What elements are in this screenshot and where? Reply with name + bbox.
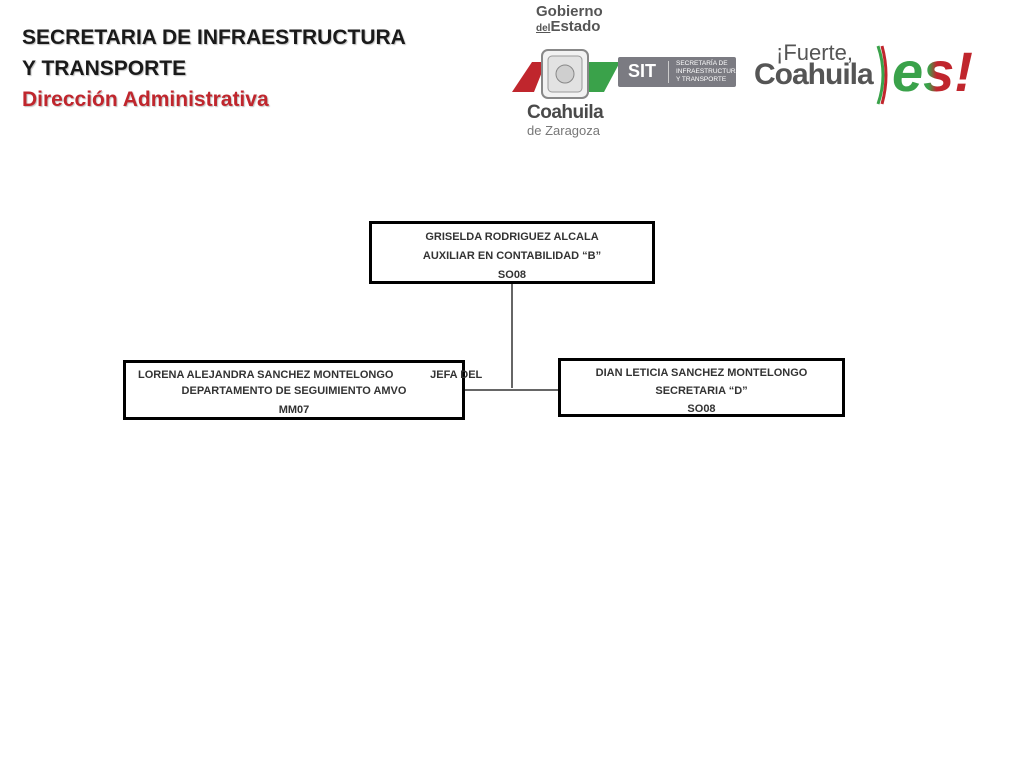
node-code: SO08 <box>687 403 716 415</box>
gobierno-line1: Gobierno <box>536 3 603 20</box>
sit-desc-1: SECRETARÍA DE <box>676 60 728 67</box>
title-line-1: SECRETARIA DE INFRAESTRUCTURA <box>22 26 406 49</box>
node-code: MM07 <box>278 404 310 416</box>
sit-desc-3: Y TRANSPORTE <box>676 76 727 83</box>
fuerte-es-text: es! <box>892 40 973 103</box>
gobierno-estado: Estado <box>550 18 601 35</box>
gobierno-name2: de Zaragoza <box>527 123 600 138</box>
node-name: DIAN LETICIA SANCHEZ MONTELONGO <box>595 367 808 379</box>
title-subtitle: Dirección Administrativa <box>22 88 269 111</box>
sit-desc-2: INFRAESTRUCTURA <box>676 68 740 75</box>
node-code: SO08 <box>497 269 527 281</box>
gobierno-del: del <box>536 23 551 34</box>
org-node-top <box>369 221 655 284</box>
node-position: SECRETARIA “D” <box>655 385 748 397</box>
sit-acronym: SIT <box>628 61 657 81</box>
org-node-right <box>558 358 845 417</box>
fuerte-line1: ¡Fuerte, <box>776 40 854 65</box>
node-department: DEPARTAMENTO DE SEGUIMIENTO AMVO <box>181 385 407 397</box>
gobierno-name: Coahuila <box>527 102 604 123</box>
title-line-2: Y TRANSPORTE <box>22 57 187 80</box>
node-name: GRISELDA RODRIGUEZ ALCALA <box>425 231 599 243</box>
node-position: AUXILIAR EN CONTABILIDAD “B” <box>422 250 602 262</box>
node-name-position: LORENA ALEJANDRA SANCHEZ MONTELONGO JEFA DEL <box>138 369 483 381</box>
fuerte-line2: Coahuila <box>754 58 873 91</box>
org-node-left <box>123 360 483 420</box>
